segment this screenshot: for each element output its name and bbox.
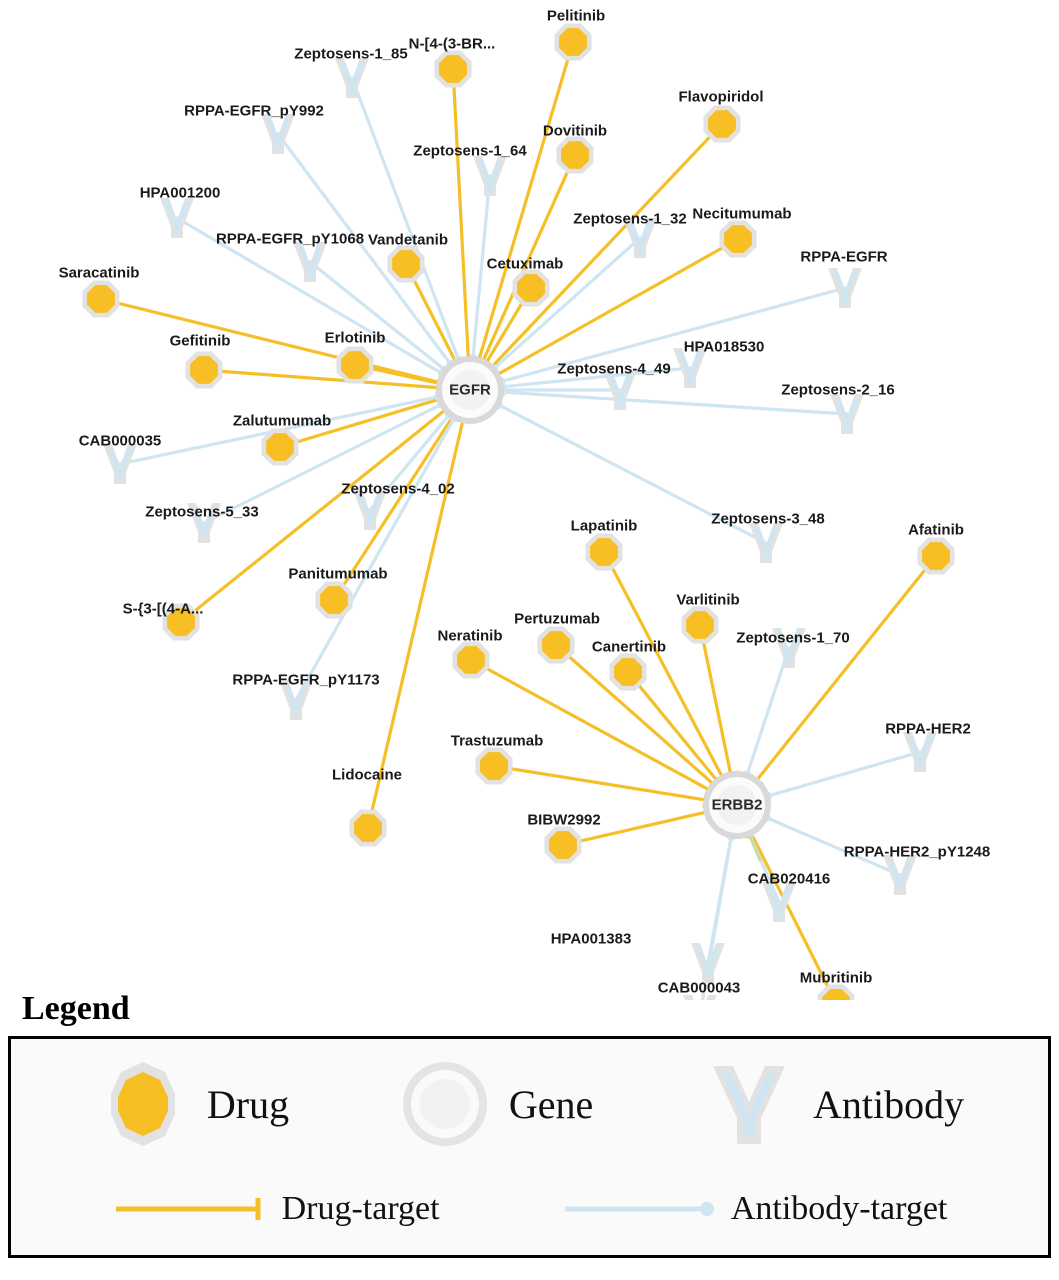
antibody-label: RPPA-EGFR_pY1173 xyxy=(232,671,380,689)
edge-layer xyxy=(101,42,936,1000)
legend-edge-drug-target xyxy=(112,1190,440,1228)
legend-shapes-row xyxy=(11,1039,1048,1169)
antibody-label: RPPA-HER2 xyxy=(885,720,971,738)
legend-box xyxy=(8,1036,1051,1258)
legend-edge-antibody-target xyxy=(561,1190,948,1228)
antibody-label: HPA001383 xyxy=(550,930,632,948)
drug-node[interactable] xyxy=(476,748,513,785)
drug-label: Saracatinib xyxy=(58,264,140,282)
drug-node[interactable] xyxy=(316,582,353,619)
edge-drug-18 xyxy=(628,672,717,780)
antibody-label: Zeptosens-2_16 xyxy=(781,381,895,399)
edge-antibody-7 xyxy=(502,368,690,387)
drug-node[interactable] xyxy=(555,24,592,61)
drug-label: Panitumumab xyxy=(288,565,388,583)
legend-item-drug xyxy=(95,1056,289,1152)
drug-node[interactable] xyxy=(513,270,550,307)
drug-label: S-{3-[(4-A... xyxy=(122,600,204,618)
gene-icon xyxy=(397,1056,493,1152)
drug-label: BIBW2992 xyxy=(527,811,601,829)
antibody-label: Zeptosens-1_64 xyxy=(413,142,527,160)
drug-node[interactable] xyxy=(610,654,647,691)
edge-drug-20 xyxy=(368,421,463,828)
drug-node[interactable] xyxy=(337,347,374,384)
drug-label: Pelitinib xyxy=(546,7,606,25)
drug-target-edge-icon xyxy=(112,1193,272,1225)
drug-node[interactable] xyxy=(720,221,757,258)
edge-drug-10 xyxy=(280,399,439,447)
antibody-target-edge-icon xyxy=(561,1193,721,1225)
drug-node[interactable] xyxy=(538,627,575,664)
drug-label: Dovitinib xyxy=(542,122,608,140)
antibody-label: Zeptosens-1_32 xyxy=(573,210,687,228)
gene-label: ERBB2 xyxy=(711,796,763,814)
drug-label: Gefitinib xyxy=(169,332,231,350)
drug-node[interactable] xyxy=(704,106,741,143)
legend-edges-row xyxy=(11,1169,1048,1249)
drug-node[interactable] xyxy=(388,246,425,283)
legend-label-antibody-target: Antibody-target xyxy=(730,1190,948,1227)
edge-drug-21 xyxy=(563,812,706,845)
edge-antibody-16 xyxy=(768,752,920,796)
drug-node[interactable] xyxy=(545,827,582,864)
antibody-label: Zeptosens-1_85 xyxy=(294,45,408,63)
antibody-label: RPPA-EGFR_pY992 xyxy=(184,102,324,120)
drug-label: Erlotinib xyxy=(324,329,386,347)
drug-label: Neratinib xyxy=(437,627,503,645)
antibody-label: CAB000043 xyxy=(657,979,741,997)
drug-node[interactable] xyxy=(83,281,120,318)
legend-label-antibody: Antibody xyxy=(813,1081,965,1127)
drug-node[interactable] xyxy=(186,352,223,389)
edge-antibody-17 xyxy=(766,818,900,875)
antibody-label: HPA018530 xyxy=(683,338,765,356)
legend-label-drug: Drug xyxy=(206,1081,290,1127)
edge-antibody-14 xyxy=(747,648,789,775)
drug-node[interactable] xyxy=(163,604,200,641)
edge-drug-13 xyxy=(700,625,731,774)
drug-label: Flavopiridol xyxy=(678,88,764,106)
drug-node[interactable] xyxy=(682,607,719,644)
gene-node[interactable] xyxy=(703,771,771,839)
antibody-label: Zeptosens-1_70 xyxy=(736,629,850,647)
drug-label: Zalutumumab xyxy=(232,412,332,430)
edge-antibody-0 xyxy=(352,78,459,360)
drug-label: Cetuximab xyxy=(486,255,564,273)
edge-drug-1 xyxy=(453,69,468,358)
drug-label: Varlitinib xyxy=(676,591,740,609)
edge-antibody-9 xyxy=(502,392,847,414)
drug-label: Afatinib xyxy=(908,521,964,539)
antibody-label: HPA001200 xyxy=(139,184,221,202)
antibody-icon xyxy=(701,1056,797,1152)
drug-icon xyxy=(95,1056,191,1152)
drug-label: Necitumumab xyxy=(692,205,792,223)
drug-node[interactable] xyxy=(557,137,594,174)
drug-label: Trastuzumab xyxy=(450,732,544,750)
edge-antibody-13 xyxy=(498,405,766,543)
edge-drug-14 xyxy=(334,417,453,600)
drug-label: Pertuzumab xyxy=(514,610,600,628)
drug-label: Lidocaine xyxy=(331,766,403,784)
legend-label-drug-target: Drug-target xyxy=(281,1190,440,1227)
legend-label-gene: Gene xyxy=(508,1081,594,1127)
drug-node[interactable] xyxy=(262,429,299,466)
antibody-label: Zeptosens-4_02 xyxy=(341,480,455,498)
gene-label: EGFR xyxy=(449,381,491,399)
drug-label: Mubritinib xyxy=(799,969,873,987)
antibody-label: Zeptosens-4_49 xyxy=(557,360,671,378)
antibody-label: RPPA-EGFR_pY1068 xyxy=(215,230,365,248)
antibody-label: Zeptosens-3_48 xyxy=(711,510,825,528)
drug-node[interactable] xyxy=(918,538,955,575)
antibody-label: RPPA-EGFR xyxy=(800,248,888,266)
gene-node[interactable] xyxy=(436,356,504,424)
legend xyxy=(8,990,1051,1258)
drug-node[interactable] xyxy=(350,810,387,847)
antibody-label: CAB020416 xyxy=(747,870,831,888)
antibody-label: Zeptosens-5_33 xyxy=(145,503,259,521)
edge-antibody-5 xyxy=(310,262,445,370)
antibody-label: RPPA-HER2_pY1248 xyxy=(843,843,991,861)
drug-label: Canertinib xyxy=(591,638,667,656)
antibody-label: CAB000035 xyxy=(78,432,162,450)
edge-drug-22 xyxy=(751,834,836,1000)
drug-node[interactable] xyxy=(435,51,472,88)
drug-node[interactable] xyxy=(586,534,623,571)
legend-item-gene xyxy=(397,1056,593,1152)
drug-label: Lapatinib xyxy=(570,517,638,535)
node-layer xyxy=(83,24,955,1001)
drug-label: Vandetanib xyxy=(367,231,449,249)
legend-item-antibody xyxy=(701,1056,964,1152)
drug-label: N-[4-(3-BR... xyxy=(408,35,496,53)
legend-title: Legend xyxy=(22,990,130,1027)
drug-node[interactable] xyxy=(453,642,490,679)
